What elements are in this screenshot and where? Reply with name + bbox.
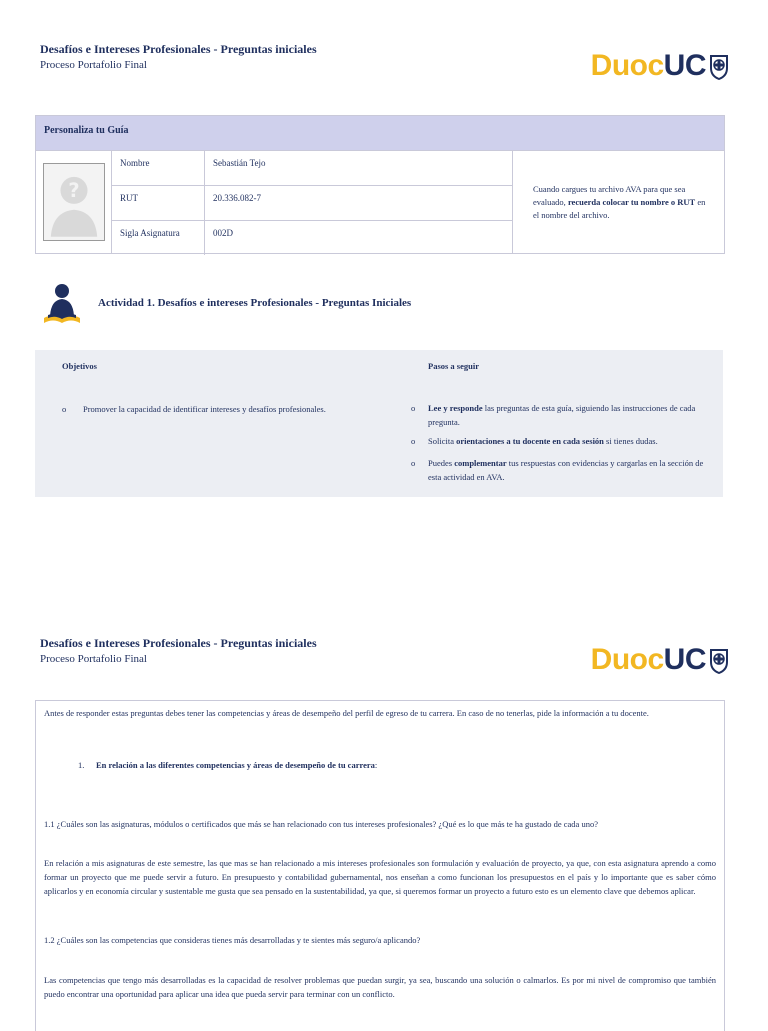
field-label: Sigla Asignatura (112, 221, 205, 255)
logo-text-uc: UC (663, 643, 706, 676)
personalize-guide-table (35, 115, 725, 254)
objectives-heading: Objetivos (62, 361, 97, 371)
document-subtitle: Proceso Portafolio Final (40, 653, 147, 665)
field-value-rut[interactable]: 20.336.082-7 (213, 193, 261, 203)
objective-text: Promover la capacidad de identificar intereses y desafíos profesionales. (83, 404, 326, 414)
bullet: o (62, 404, 67, 414)
field-row-rut (112, 186, 512, 221)
list-item (411, 434, 713, 448)
section-number: 1. (78, 760, 85, 770)
bullet: o (411, 436, 416, 446)
step-bold: orientaciones a tu docente en cada sesión (456, 436, 604, 446)
question-1-1: 1.1 ¿Cuáles son las asignaturas, módulos o certificados que más se han relacionado con tus intereses profesionales? ¿Qué es lo que más te ha gustado de cada uno? (44, 819, 598, 829)
intro-text: Antes de responder estas preguntas debes tener las competencias y áreas de desempeño del perfil de egreso de tu carrera. En caso de no tenerlas, pide la información a tu docente. (44, 708, 649, 718)
svg-text:?: ? (67, 179, 80, 203)
field-value-name[interactable]: Sebastián Tejo (213, 158, 266, 168)
step-text: Puedes (428, 458, 455, 468)
activity-header (42, 282, 732, 326)
field-label: Nombre (112, 151, 205, 185)
university-seal-icon (708, 52, 730, 80)
note-bold: recuerda colocar tu nombre o RUT (567, 196, 696, 207)
step-text: Solicita (428, 436, 457, 446)
page-header (40, 42, 730, 102)
step-text: tus respuestas con evidencias y cargarlas en la sección de esta actividad en AVA. (428, 458, 704, 482)
logo-text-uc: UC (663, 49, 706, 82)
guide-heading: Personaliza tu Guía (36, 116, 724, 151)
note-text: Cuando cargues tu archivo AVA para que sea evaluado, (533, 183, 686, 207)
bullet: o (411, 403, 416, 413)
page-header-2 (40, 636, 730, 696)
student-fields (112, 151, 513, 253)
section-heading (78, 758, 716, 772)
section-colon: : (374, 760, 378, 770)
bullet: o (411, 458, 416, 468)
objectives-panel (35, 350, 723, 497)
logo-text-duoc: Duoc (590, 643, 664, 676)
person-reading-icon (42, 282, 82, 326)
list-item (411, 401, 713, 429)
user-placeholder-icon (43, 163, 105, 241)
questions-card (35, 700, 725, 1031)
duoc-uc-logo (591, 640, 730, 680)
field-value-subject[interactable]: 002D (213, 228, 233, 238)
document-subtitle: Proceso Portafolio Final (40, 59, 147, 71)
logo-text-duoc: Duoc (590, 49, 664, 82)
steps-heading: Pasos a seguir (428, 361, 479, 371)
note-text-end: en el nombre del archivo. (533, 196, 706, 220)
section-title: En relación a las diferentes competencias y áreas de desempeño de tu carrera (96, 760, 375, 770)
question-1-2: 1.2 ¿Cuáles son las competencias que consideras tienes más desarrolladas y te sientes más seguro/a aplicando? (44, 935, 421, 945)
list-item (62, 402, 382, 416)
document-title: Desafíos e Intereses Profesionales - Preguntas iniciales (40, 636, 317, 650)
activity-title: Actividad 1. Desafíos e intereses Profesionales - Preguntas Iniciales (98, 297, 412, 309)
university-seal-icon (708, 646, 730, 674)
step-bold: Lee y responde (428, 403, 483, 413)
field-row-subject (112, 221, 512, 255)
list-item (411, 456, 713, 484)
upload-note (513, 151, 724, 253)
duoc-uc-logo (591, 46, 730, 86)
step-bold: complementar (454, 458, 507, 468)
answer-1-1[interactable]: En relación a mis asignaturas de este semestre, las que mas se han relacionado a mis intereses profesionales son formulación y evaluación de proyecto, ya que, con esta asignatura aprendo a como formar un proyecto que me puede servir a futuro. En presupuesto y contabilidad gubernamental, nos enseñan a como funcionan los presupuestos en el país y lo importante que es saber cómo aplicarlos y en economía circular y sustentable me gusta que sea pensado en la sustentabilidad, ya que, si queremos formar un proyecto a futuro esto es un elemento clave que debemos aplicar. (44, 858, 716, 896)
step-text: si tienes dudas. (603, 436, 658, 446)
answer-1-2[interactable]: Las competencias que tengo más desarrolladas es la capacidad de resolver problemas que puedan surgir, ya sea, buscando una solución o calmarlos. Es por mi nivel de compromiso que también puedo encontrar una oportunidad para aplicar una idea que pueda servir para terminar con un conflicto. (44, 975, 716, 999)
photo-cell (36, 151, 112, 253)
document-title: Desafíos e Intereses Profesionales - Preguntas iniciales (40, 42, 317, 56)
step-text: las preguntas de esta guía, siguiendo las instrucciones de cada pregunta. (428, 403, 696, 427)
field-row-name (112, 151, 512, 186)
field-label: RUT (112, 186, 205, 220)
